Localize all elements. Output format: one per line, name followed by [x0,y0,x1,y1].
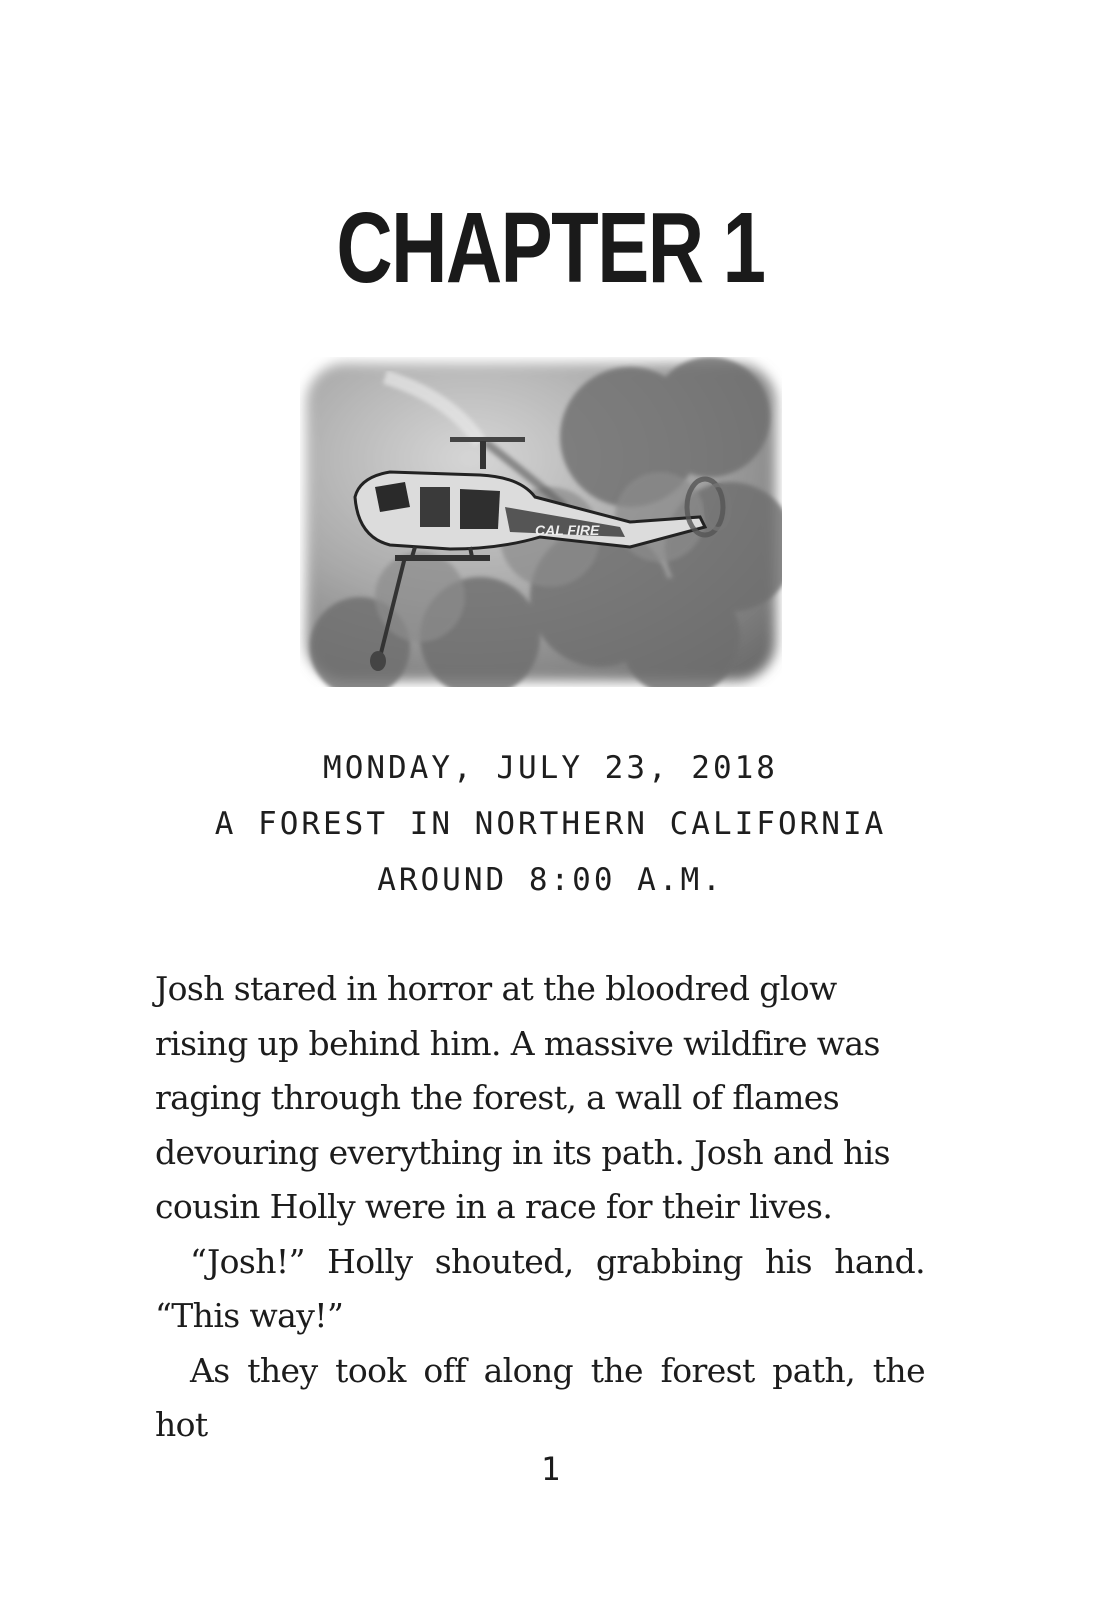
chapter-title: CHAPTER 1 [336,192,765,304]
paragraph-1: Josh stared in horror at the bloodred glow rising up behind him. A massive wildfire was raging through the forest, a wall of flames devouring everything in its path. Josh and his cousin Holly were in a race for their lives. [155,969,890,1226]
helicopter-illustration [300,357,782,687]
dateline-location: A FOREST IN NORTHERN CALIFORNIA [214,806,887,842]
helicopter-decal: CAL FIRE [535,522,600,538]
chapter-body [155,962,925,1453]
page-number: 1 [540,1450,561,1488]
dateline-time: AROUND 8:00 A.M. [377,862,724,898]
paragraph-3: As they took off along the forest path, the hot [155,1350,925,1444]
dateline-date: MONDAY, JULY 23, 2018 [323,750,778,786]
paragraph-2: “Josh!” Holly shouted, grabbing his hand. “This way!” [155,1241,925,1335]
